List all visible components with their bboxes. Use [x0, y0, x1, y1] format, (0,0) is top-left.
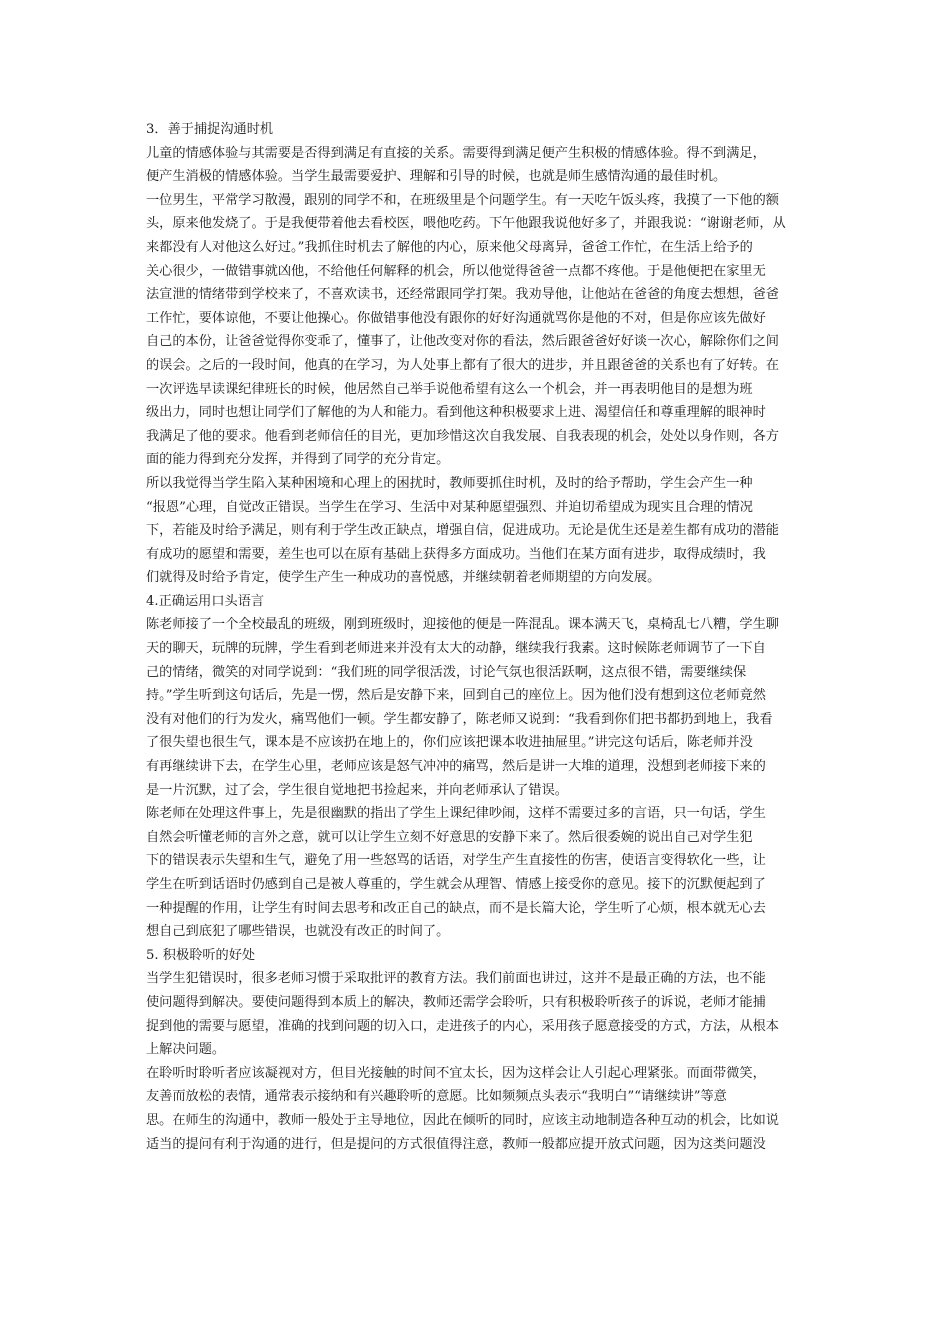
text-line: 了很失望也很生气，课本是不应该扔在地上的，你们应该把课本收进抽屉里。”讲完这句话后，陈老师并没: [146, 735, 753, 751]
text-line: “报恩”心理，自觉改正错误。当学生在学习、生活中对某种愿望强烈、并迫切希望成为现实且合理的情况: [146, 499, 753, 515]
section-heading: [146, 118, 808, 142]
text-line: 当学生犯错误时，很多老师习惯于采取批评的教育方法。我们前面也讲过，这并不是最正确的方法，也不能: [146, 971, 766, 987]
text-line: 来都没有人对他这么好过。”我抓住时机去了解他的内心，原来他父母离异，爸爸工作忙，在生活上给予的: [146, 239, 753, 255]
text-line: 工作忙，要体谅他，不要让他操心。你做错事他没有跟你的好好沟通就骂你是他的不对，但是你应该先做好: [146, 310, 766, 326]
paragraph: [146, 802, 808, 944]
text-line: 自然会听懂老师的言外之意，就可以让学生立刻不好意思的安静下来了。然后很委婉的说出自己对学生犯: [146, 829, 753, 845]
text-line: 陈老师在处理这件事上，先是很幽默的指出了学生上课纪律吵闹，这样不需要过多的言语，只一句话，学生: [146, 806, 766, 822]
text-line: 所以我觉得当学生陷入某种困境和心理上的困扰时，教师要抓住时机，及时的给予帮助，学生会产生一种: [146, 475, 753, 491]
paragraph: [146, 472, 808, 590]
text-line: 适当的提问有利于沟通的进行，但是提问的方式很值得注意，教师一般都应提开放式问题，因为这类问题没: [146, 1136, 766, 1152]
paragraph: [146, 142, 808, 189]
paragraph: [146, 189, 808, 472]
text-line: 下的错误表示失望和生气，避免了用一些怒骂的话语，对学生产生直接性的伤害，使语言变得软化一些，让: [146, 853, 766, 869]
heading-text: 3．善于捕捉沟通时机: [146, 122, 274, 137]
text-line: 自己的本份，让爸爸觉得你变乖了，懂事了，让他改变对你的看法，然后跟爸爸好好谈一次心，解除你们之间: [146, 334, 779, 350]
text-line: 想自己到底犯了哪些错误，也就没有改正的时间了。: [146, 924, 450, 940]
document-page: [146, 118, 808, 1156]
text-line: 天的聊天，玩牌的玩牌，学生看到老师进来并没有太大的动静，继续我行我素。这时候陈老师调节了一下自: [146, 641, 766, 657]
text-line: 思。在师生的沟通中，教师一般处于主导地位，因此在倾听的同时，应该主动地制造各种互动的机会，比如说: [146, 1112, 779, 1128]
text-line: 一位男生，平常学习散漫，跟别的同学不和，在班级里是个问题学生。有一天吃午饭头疼，我摸了一下他的额: [146, 192, 779, 208]
paragraph: [146, 967, 808, 1061]
text-line: 头，原来他发烧了。于是我便带着他去看校医，喂他吃药。下午他跟我说他好多了，并跟我说：“谢谢老师，从: [146, 216, 786, 232]
text-line: 持。”学生听到这句话后，先是一愣，然后是安静下来，回到自己的座位上。因为他们没有想到这位老师竟然: [146, 688, 766, 704]
text-line: 上解决问题。: [146, 1042, 226, 1058]
text-line: 级出力，同时也想让同学们了解他的为人和能力。看到他这种积极要求上进、渴望信任和尊重理解的眼神时: [146, 405, 766, 421]
text-line: 下，若能及时给予满足，则有利于学生改正缺点，增强自信，促进成功。无论是优生还是差生都有成功的潜能: [146, 523, 779, 539]
section-heading: [146, 590, 808, 614]
text-line: 捉到他的需要与愿望，准确的找到问题的切入口，走进孩子的内心，采用孩子愿意接受的方式，方法，从根本: [146, 1018, 779, 1034]
text-line: 便产生消极的情感体验。当学生最需要爱护、理解和引导的时候，也就是师生感情沟通的最佳时机。: [146, 169, 727, 185]
paragraph: [146, 613, 808, 802]
text-line: 使问题得到解决。要使问题得到本质上的解决，教师还需学会聆听，只有积极聆听孩子的诉说，老师才能捕: [146, 994, 766, 1010]
text-line: 己的情绪，微笑的对同学说到：“我们班的同学很活泼，讨论气氛也很活跃啊，这点很不错，需要继续保: [146, 664, 747, 680]
text-line: 的误会。之后的一段时间，他真的在学习，为人处事上都有了很大的进步，并且跟爸爸的关系也有了好转。在: [146, 357, 779, 373]
text-line: 是一片沉默，过了会，学生很自觉地把书捡起来，并向老师承认了错误。: [146, 782, 568, 798]
paragraph: [146, 1062, 808, 1156]
text-line: 一次评选早读课纪律班长的时候，他居然自己举手说他希望有这么一个机会，并一再表明他目的是想为班: [146, 381, 753, 397]
heading-text: 5. 积极聆听的好处: [146, 947, 256, 963]
text-line: 陈老师接了一个全校最乱的班级，刚到班级时，迎接他的便是一阵混乱。课本满天飞，桌椅乱七八糟，学生聊: [146, 617, 779, 633]
text-line: 学生在听到话语时仍感到自己是被人尊重的，学生就会从理智、情感上接受你的意见。接下的沉默便起到了: [146, 877, 766, 892]
text-line: 有再继续讲下去，在学生心里，老师应该是怒气冲冲的痛骂，然后是讲一大堆的道理，没想到老师接下来的: [146, 759, 766, 775]
section-heading: [146, 944, 808, 968]
text-line: 我满足了他的要求。他看到老师信任的目光，更加珍惜这次自我发展、自我表现的机会，处处以身作则，各方: [146, 428, 779, 444]
text-line: 友善而放松的表情，通常表示接纳和有兴趣聆听的意愿。比如频频点头表示“我明白”“请继续讲”等意: [146, 1089, 727, 1105]
text-line: 有成功的愿望和需要，差生也可以在原有基础上获得多方面成功。当他们在某方面有进步，取得成绩时，我: [146, 546, 766, 562]
text-line: 关心很少，一做错事就凶他，不给他任何解释的机会，所以他觉得爸爸一点都不疼他。于是他便把在家里无: [146, 263, 766, 279]
text-line: 在聆听时聆听者应该凝视对方，但目光接触的时间不宜太长，因为这样会让人引起心理紧张。而面带微笑，: [146, 1065, 766, 1081]
text-line: 法宣泄的情绪带到学校来了，不喜欢读书，还经常跟同学打架。我劝导他，让他站在爸爸的角度去想想，爸爸: [146, 287, 779, 303]
text-line: 们就得及时给予肯定，使学生产生一种成功的喜悦感，并继续朝着老师期望的方向发展。: [146, 570, 661, 586]
text-line: 面的能力得到充分发挥，并得到了同学的充分肯定。: [146, 452, 450, 468]
text-line: 一种提醒的作用，让学生有时间去思考和改正自己的缺点，而不是长篇大论，学生听了心烦，根本就无心去: [146, 900, 766, 916]
text-line: 没有对他们的行为发火，痛骂他们一顿。学生都安静了，陈老师又说到：“我看到你们把书都扔到地上，我看: [146, 711, 773, 727]
text-line: 儿童的情感体验与其需要是否得到满足有直接的关系。需要得到满足便产生积极的情感体验。得不到满足，: [146, 145, 766, 161]
heading-text: 4.正确运用口头语言: [146, 593, 265, 609]
